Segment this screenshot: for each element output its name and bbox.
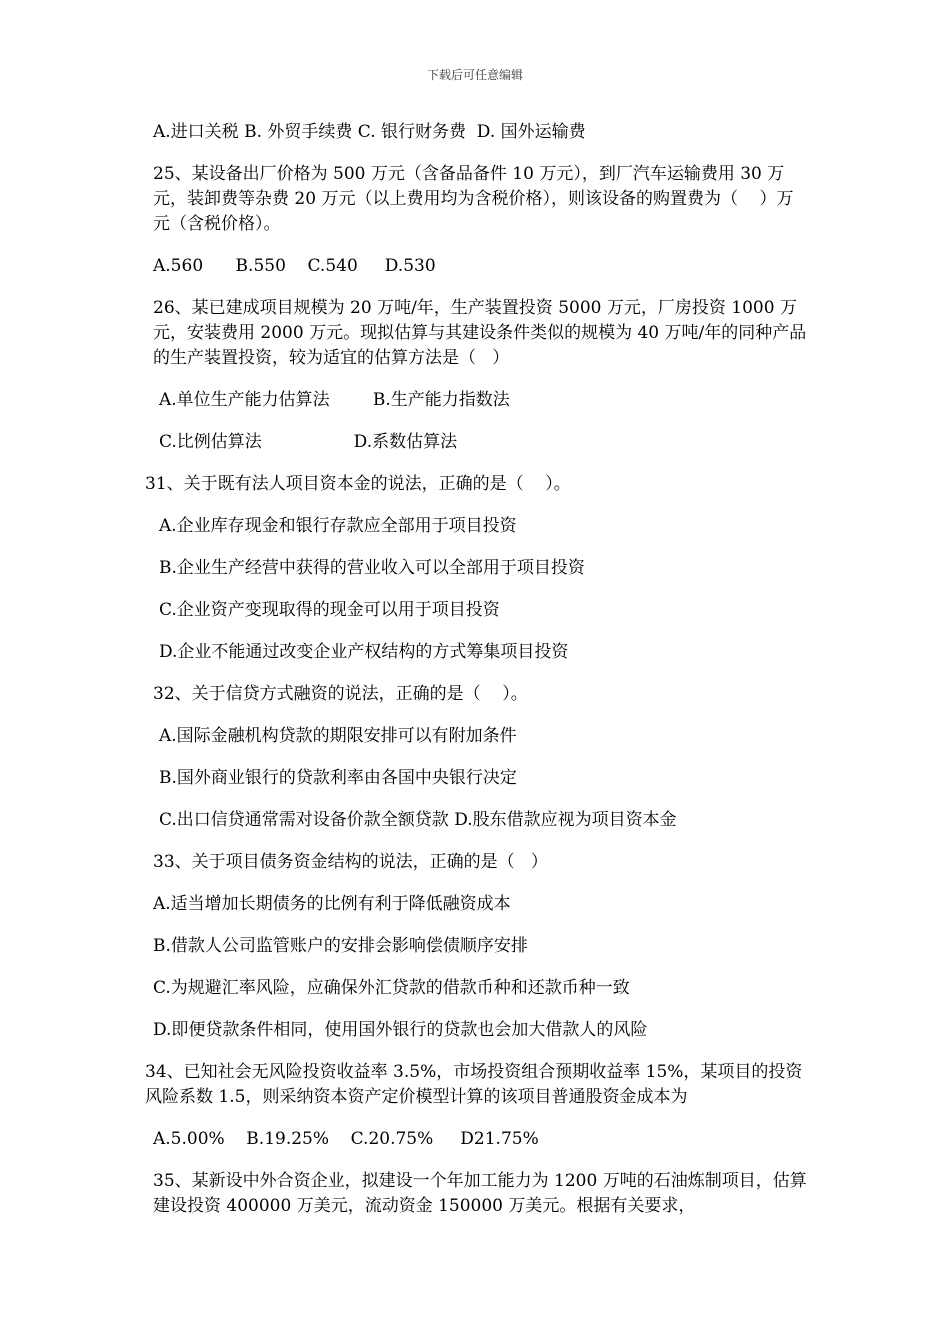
answer-options: A.适当增加长期债务的比例有利于降低融资成本	[153, 894, 511, 914]
answer-options: D.企业不能通过改变企业产权结构的方式筹集项目投资	[159, 642, 569, 662]
answer-options: A.单位生产能力估算法 B.生产能力指数法	[159, 390, 510, 410]
document-body	[145, 120, 810, 1236]
question-text: 34、已知社会无风险投资收益率 3.5%，市场投资组合预期收益率 15%，某项目的投资风险系数 1.5，则采纳资本资产定价模型计算的该项目普通股资金成本为	[145, 1062, 803, 1107]
answer-options: A.进口关税 B. 外贸手续费 C. 银行财务费 D. 国外运输费	[153, 122, 586, 142]
answer-options: C.为规避汇率风险，应确保外汇贷款的借款币种和还款币种一致	[153, 978, 630, 998]
answer-options: B.国外商业银行的贷款利率由各国中央银行决定	[159, 768, 517, 788]
question-text: 26、某已建成项目规模为 20 万吨/年，生产装置投资 5000 万元，厂房投资 1000 万元，安装费用 2000 万元。现拟估算与其建设条件类似的规模为 40 万吨/年的同种产品的生产装置投资，较为适宜的估算方法是（ ）	[153, 298, 807, 368]
question-text: 33、关于项目债务资金结构的说法，正确的是（ ）	[153, 852, 548, 872]
question-text: 31、关于既有法人项目资本金的说法，正确的是（ ）。	[145, 474, 571, 494]
question-text: 35、某新设中外合资企业，拟建设一个年加工能力为 1200 万吨的石油炼制项目，估算建设投资 400000 万美元，流动资金 150000 万美元。根据有关要求，	[153, 1171, 807, 1216]
question-text: 32、关于信贷方式融资的说法，正确的是（ ）。	[153, 684, 528, 704]
answer-options: B.借款人公司监管账户的安排会影响偿债顺序安排	[153, 936, 528, 956]
answer-options: A.560 B.550 C.540 D.530	[153, 256, 436, 276]
answer-options: C.出口信贷通常需对设备价款全额贷款 D.股东借款应视为项目资本金	[159, 810, 677, 830]
answer-options: A.企业库存现金和银行存款应全部用于项目投资	[159, 516, 517, 536]
answer-options: A.5.00% B.19.25% C.20.75% D21.75%	[153, 1129, 539, 1149]
question-text: 25、某设备出厂价格为 500 万元（含备品备件 10 万元），到厂汽车运输费用 30 万元，装卸费等杂费 20 万元（以上费用均为含税价格），则该设备的购置费为（ ）万元（含税价格）。	[153, 164, 794, 234]
answer-options: C.企业资产变现取得的现金可以用于项目投资	[159, 600, 500, 620]
page-header: 下载后可任意编辑	[426, 68, 523, 82]
answer-options: B.企业生产经营中获得的营业收入可以全部用于项目投资	[159, 558, 585, 578]
answer-options: D.即便贷款条件相同，使用国外银行的贷款也会加大借款人的风险	[153, 1020, 648, 1040]
answer-options: C.比例估算法 D.系数估算法	[159, 432, 458, 452]
answer-options: A.国际金融机构贷款的期限安排可以有附加条件	[159, 726, 517, 746]
